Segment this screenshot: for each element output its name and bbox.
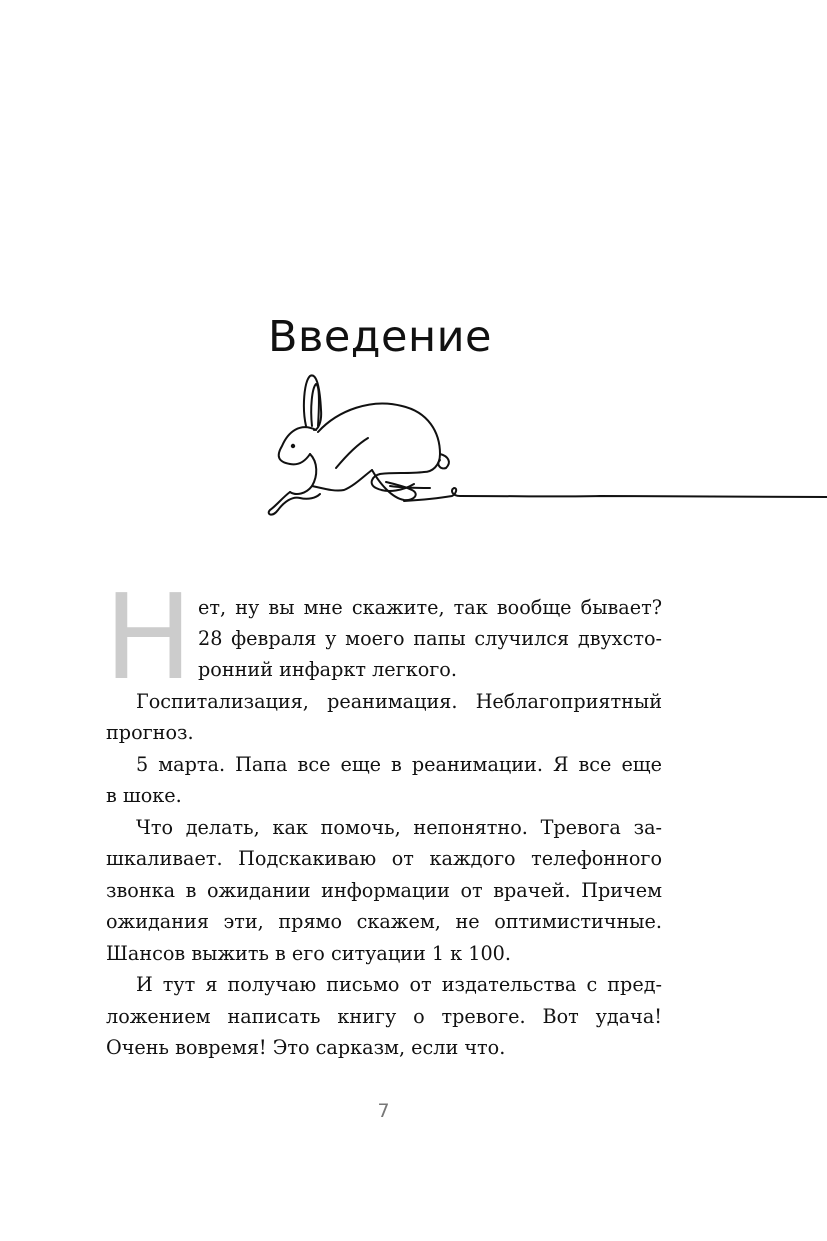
text-line: И тут я получаю письмо от издательства с пред- [136, 973, 662, 996]
drop-cap: Н [104, 568, 193, 706]
page-number: 7 [377, 1100, 390, 1122]
chapter-title: Введение [268, 312, 492, 362]
text-line: 5 марта. Папа все еще в реанимации. Я все еще [136, 753, 662, 776]
text-line: в шоке. [106, 784, 182, 807]
text-line: ронний инфаркт легкого. [198, 658, 457, 681]
text-line: Что делать, как помочь, непонятно. Тревога за- [136, 816, 662, 839]
text-line: ожидания эти, прямо скажем, не оптимистичные. [106, 910, 662, 933]
text-line: ложением написать книгу о тревоге. Вот удача! [106, 1005, 662, 1028]
text-line: прогноз. [106, 721, 194, 744]
rabbit-illustration [0, 360, 827, 530]
text-line: звонка в ожидании информации от врачей. Причем [106, 879, 662, 902]
text-line: Шансов выжить в его ситуации 1 к 100. [106, 942, 511, 965]
text-line: 28 февраля у моего папы случился двухсто- [198, 627, 662, 650]
text-line: Очень вовремя! Это сарказм, если что. [106, 1036, 506, 1059]
text-line: ет, ну вы мне скажите, так вообще бывает? [198, 596, 662, 619]
text-line: Госпитализация, реанимация. Неблагоприятный [136, 690, 662, 713]
text-line: шкаливает. Подскакиваю от каждого телефонного [106, 847, 662, 870]
